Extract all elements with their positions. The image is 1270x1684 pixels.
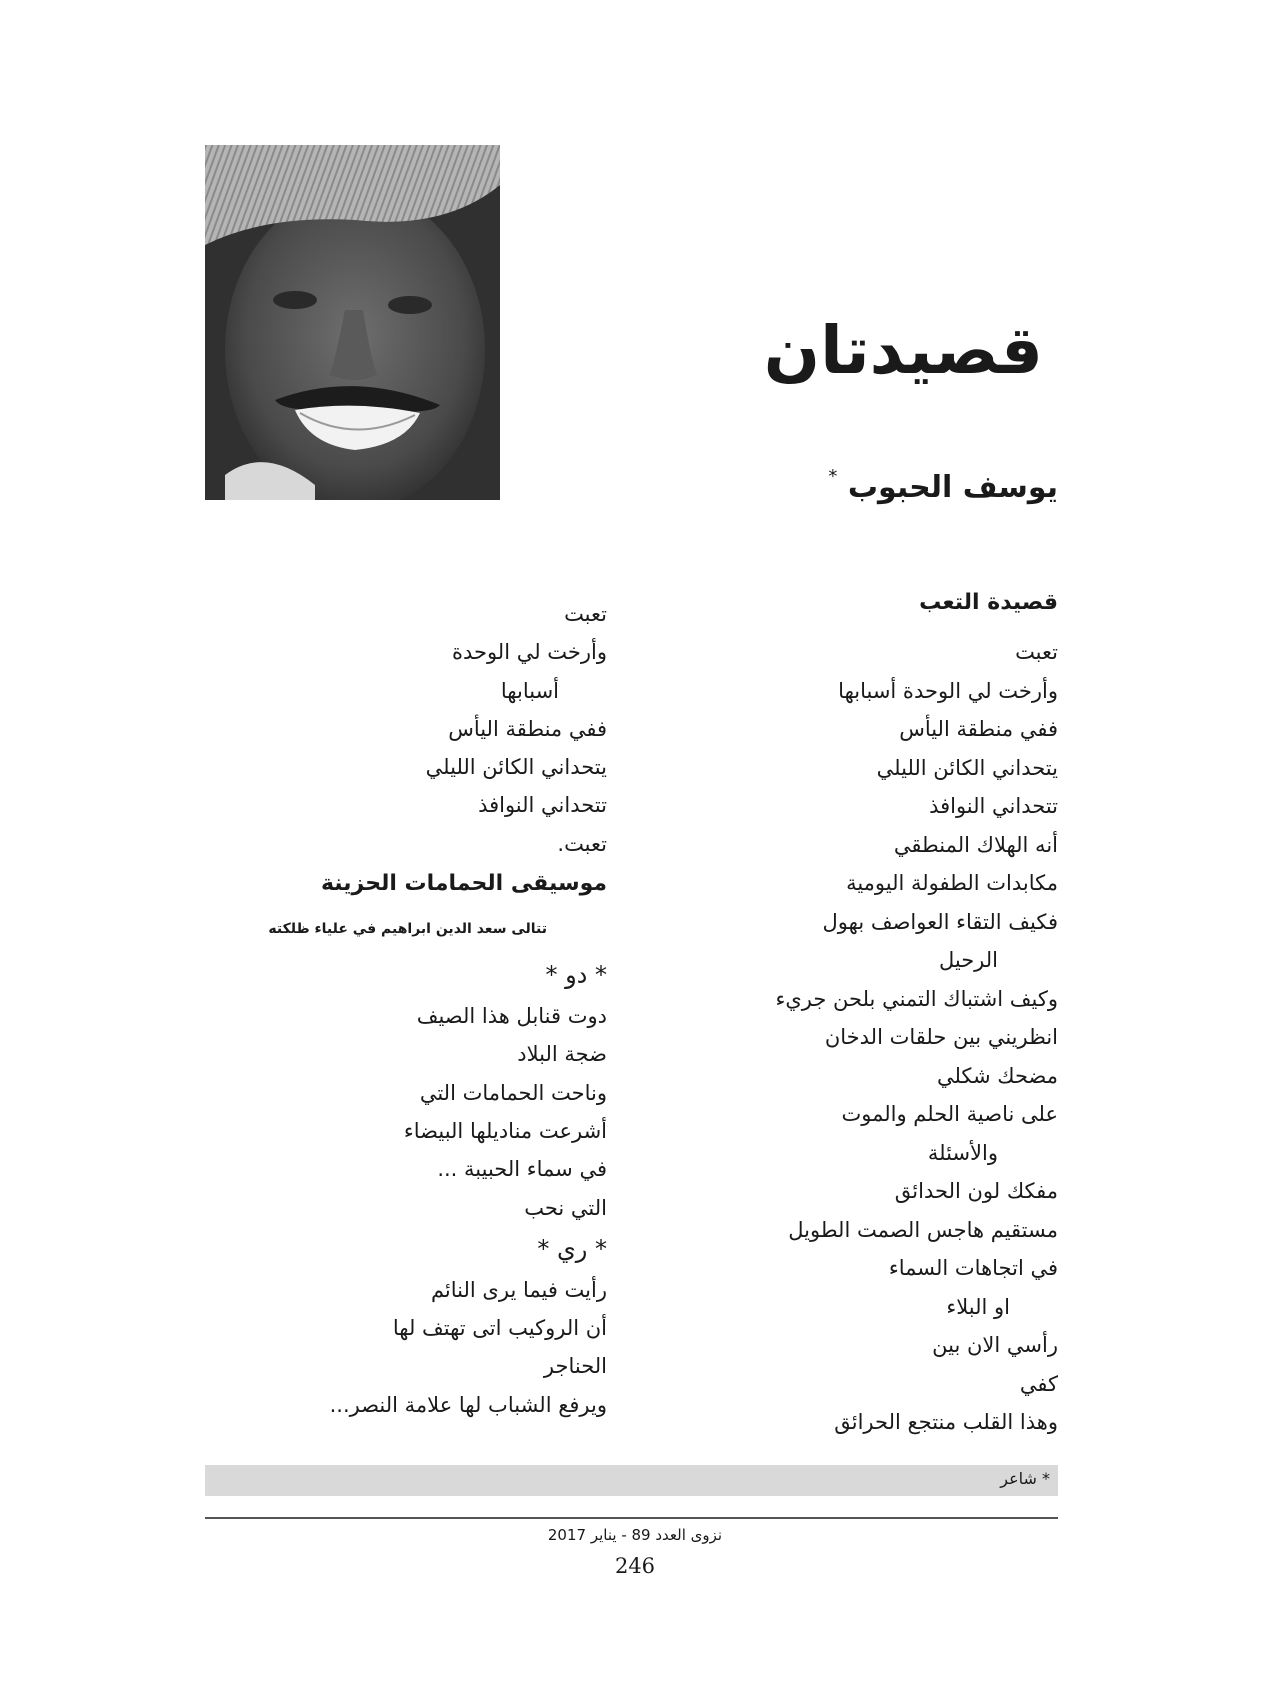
poem-line: ضجة البلاد	[517, 1042, 607, 1067]
author-footnote-mark: *	[828, 466, 838, 487]
poem-line: أشرعت مناديلها البيضاء	[403, 1118, 607, 1143]
poem-line: تعبت	[564, 602, 607, 626]
poem-line: تعبت.	[557, 831, 607, 856]
poem-line: في سماء الحبيبة ...	[437, 1157, 607, 1182]
author-name-text: يوسف الحبوب	[847, 470, 1058, 505]
article-title: قصيدتان	[763, 312, 1043, 389]
poem-line: تتحداني النوافذ	[929, 794, 1058, 818]
poem-line: ففي منطقة اليأس	[448, 716, 607, 741]
poem-line: فكيف التقاء العواصف بهول	[822, 909, 1058, 934]
poem-line: وكيف اشتباك التمني بلحن جريء	[775, 986, 1058, 1011]
poem-line: انظريني بين حلقات الدخان	[824, 1025, 1058, 1049]
poem-line: مفكك لون الحدائق	[894, 1179, 1058, 1203]
poem-line: يتحداني الكائن الليلي	[876, 755, 1058, 780]
page-number: 246	[614, 1554, 656, 1578]
section-mark-do: * دو *	[545, 961, 607, 990]
poem-line: الحناجر	[543, 1354, 607, 1379]
poem-line: مضحك شكلي	[936, 1063, 1058, 1088]
poem-line: ويرفع الشباب لها علامة النصر...	[329, 1392, 607, 1417]
poem-line: وناحت الحمامات التي	[419, 1080, 607, 1105]
poem-line: مكابدات الطفولة اليومية	[846, 871, 1058, 895]
poem-line: أن الروكيب اتى تهتف لها	[392, 1316, 607, 1341]
poem-line: مستقيم هاجس الصمت الطويل	[788, 1217, 1058, 1242]
author-photo	[205, 145, 500, 500]
poem-line: في اتجاهات السماء	[888, 1256, 1058, 1280]
poem2-column	[187, 595, 607, 1424]
poem-line: أنه الهلاك المنطقي	[893, 832, 1058, 857]
poem-line: تعبت	[1015, 640, 1058, 664]
section-mark-re: * ري *	[537, 1234, 607, 1263]
poem1-title: قصيدة التعب	[919, 590, 1058, 615]
footnote-bar	[205, 1465, 1058, 1496]
poem-line: الرحيل	[938, 948, 998, 972]
poem-line: أسبابها	[500, 678, 559, 703]
poem2-dedication: تتالى سعد الدين ابراهيم في علياء ظلكته	[268, 921, 547, 938]
poem-line: دوت قنابل هذا الصيف	[416, 1004, 607, 1029]
poem-line: كفي	[1019, 1371, 1058, 1396]
poem-line: وأرخت لي الوحدة أسبابها	[838, 678, 1058, 703]
poem-line: على ناصية الحلم والموت	[841, 1102, 1058, 1126]
poem-line: وأرخت لي الوحدة	[451, 640, 607, 665]
poem-line: التي نحب	[524, 1195, 607, 1220]
footer-divider	[205, 1517, 1058, 1519]
poem-line: او البلاء	[946, 1294, 1010, 1319]
issue-info: نزوى العدد 89 - يناير 2017	[547, 1526, 723, 1544]
poem-line: يتحداني الكائن الليلي	[425, 755, 607, 780]
poem-line: رأيت فيما يرى النائم	[430, 1277, 607, 1302]
author-portrait-illustration	[205, 145, 500, 500]
poem-line: والأسئلة	[927, 1140, 998, 1165]
poem1-column	[588, 583, 1058, 1442]
poem2-title: موسيقى الحمامات الحزينة	[320, 871, 607, 897]
footnote-text: * شاعر	[1000, 1469, 1050, 1488]
poem-line: ففي منطقة اليأس	[899, 717, 1058, 741]
poem-line: تتحداني النوافذ	[478, 793, 607, 818]
author-name	[828, 466, 1058, 505]
poem-line: رأسي الان بين	[932, 1333, 1058, 1357]
poem-line: وهذا القلب منتجع الحرائق	[834, 1410, 1058, 1434]
